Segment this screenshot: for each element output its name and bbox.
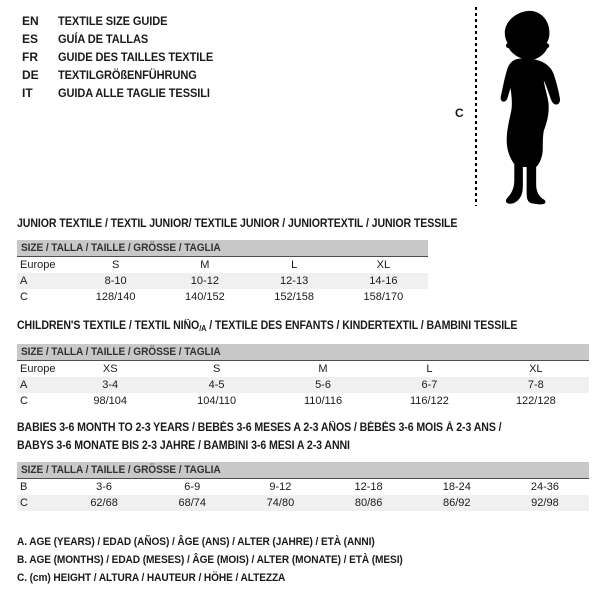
guide-title-en: TEXTILE SIZE GUIDE <box>58 14 168 28</box>
junior-table-title: JUNIOR TEXTILE / TEXTIL JUNIOR/ TEXTILE JUNIOR / JUNIORTEXTIL / JUNIOR TESSILE <box>17 218 458 230</box>
height-cell: 128/140 <box>95 291 136 303</box>
age-cell: 9-12 <box>269 481 292 493</box>
row-label: C <box>20 395 28 407</box>
table-row <box>17 495 589 511</box>
age-cell: 12-18 <box>354 481 383 493</box>
height-cell: 110/116 <box>303 395 343 407</box>
age-cell: 3-4 <box>102 379 119 391</box>
size-cell: S <box>111 259 120 271</box>
footnote-b: B. AGE (MONTHS) / EDAD (MESES) / ÂGE (MOIS) / ALTER (MONATE) / ETÀ (MESI) <box>17 554 403 566</box>
size-cell: XL <box>529 363 543 375</box>
language-row-de <box>22 66 227 84</box>
size-cell: M <box>200 259 210 271</box>
size-header-bar: SIZE / TALLA / TAILLE / GRÖSSE / TAGLIA <box>21 464 221 476</box>
size-cell: XS <box>102 363 118 375</box>
junior-size-table <box>17 240 428 305</box>
table-row <box>17 289 428 305</box>
height-cell: 98/104 <box>93 395 128 407</box>
babies-table-title-line1: BABIES 3-6 MONTH TO 2-3 YEARS / BEBÉS 3-6 MESES A 2-3 AÑOS / BÉBÉS 3-6 MOIS À 2-3 ANS / <box>17 422 502 434</box>
language-row-en <box>22 12 227 30</box>
children-title-post: / TEXTILE DES ENFANTS / KINDERTEXTIL / BAMBINI TESSILE <box>206 320 518 332</box>
language-code: ES <box>22 32 39 46</box>
height-cell: 152/158 <box>274 291 314 303</box>
size-cell: L <box>426 363 433 375</box>
height-cell: 116/122 <box>409 395 449 407</box>
age-cell: 6-7 <box>421 379 438 391</box>
age-cell: 14-16 <box>369 275 398 287</box>
height-cell: 86/92 <box>443 497 471 509</box>
guide-title-it: GUIDA ALLE TAGLIE TESSILI <box>58 86 210 100</box>
age-cell: 18-24 <box>442 481 471 493</box>
age-cell: 12-13 <box>280 275 309 287</box>
children-size-table <box>17 344 589 409</box>
row-label: A <box>20 275 28 287</box>
age-cell: 6-9 <box>184 481 201 493</box>
children-table-title <box>17 320 517 333</box>
age-cell: 24-36 <box>530 481 560 493</box>
table-row <box>17 393 589 409</box>
table-row <box>17 361 589 377</box>
row-label: C <box>20 291 28 303</box>
table-row <box>17 273 428 289</box>
age-cell: 4-5 <box>208 379 225 391</box>
table-row <box>17 257 428 273</box>
age-cell: 7-8 <box>527 379 544 391</box>
height-cell: 158/170 <box>363 291 404 303</box>
babies-table-title-line2: BABYS 3-6 MONATE BIS 2-3 JAHRE / BAMBINI 3-6 MESI A 2-3 ANNI <box>17 440 350 452</box>
language-row-es <box>22 30 227 48</box>
age-cell: 5-6 <box>315 379 331 391</box>
guide-title-de: TEXTILGRÖßENFÜHRUNG <box>58 68 197 82</box>
footnote-c: C. (cm) HEIGHT / ALTURA / HAUTEUR / HÖHE / ALTEZZA <box>17 572 286 584</box>
language-title-list <box>22 12 227 102</box>
age-cell: 8-10 <box>104 275 127 287</box>
age-cell: 10-12 <box>190 275 219 287</box>
language-code: DE <box>22 68 39 82</box>
language-code: EN <box>22 14 39 28</box>
row-label: C <box>20 497 28 509</box>
row-label: Europe <box>20 363 56 375</box>
language-code: IT <box>22 86 33 100</box>
height-cell: 104/110 <box>197 395 237 407</box>
height-cell: 68/74 <box>178 497 207 509</box>
row-label: A <box>20 379 28 391</box>
children-title-pre: CHILDREN'S TEXTILE / TEXTIL NIÑO <box>17 320 200 332</box>
footnote-a: A. AGE (YEARS) / EDAD (AÑOS) / ÂGE (ANS) / ALTER (JAHRE) / ETÀ (ANNI) <box>17 536 375 548</box>
size-header-bar: SIZE / TALLA / TAILLE / GRÖSSE / TAGLIA <box>21 346 221 358</box>
guide-title-fr: GUIDE DES TAILLES TEXTILE <box>58 50 214 64</box>
height-cell: 122/128 <box>515 395 556 407</box>
height-cell: 74/80 <box>266 497 295 509</box>
age-cell: 3-6 <box>96 481 113 493</box>
babies-size-table <box>17 462 589 511</box>
size-cell: L <box>291 259 298 271</box>
footnote-legend <box>17 536 436 590</box>
size-cell: M <box>318 363 328 375</box>
row-label: Europe <box>20 259 56 271</box>
language-row-it <box>22 84 227 102</box>
language-code: FR <box>22 50 38 64</box>
size-cell: XL <box>376 259 391 271</box>
height-cell: 92/98 <box>531 497 559 509</box>
height-measure-label: C <box>455 106 464 120</box>
height-cell: 140/152 <box>184 291 225 303</box>
row-label: B <box>20 481 28 493</box>
table-row <box>17 377 589 393</box>
size-header-bar: SIZE / TALLA / TAILLE / GRÖSSE / TAGLIA <box>21 242 221 254</box>
baby-silhouette-icon <box>482 8 577 208</box>
table-row <box>17 479 589 495</box>
children-title-sub: /A <box>199 324 207 333</box>
height-cell: 62/68 <box>90 497 118 509</box>
height-cell: 80/86 <box>354 497 383 509</box>
height-measure-dashed-line <box>475 7 477 206</box>
size-cell: S <box>212 363 221 375</box>
language-row-fr <box>22 48 227 66</box>
guide-title-es: GUÍA DE TALLAS <box>58 32 149 46</box>
